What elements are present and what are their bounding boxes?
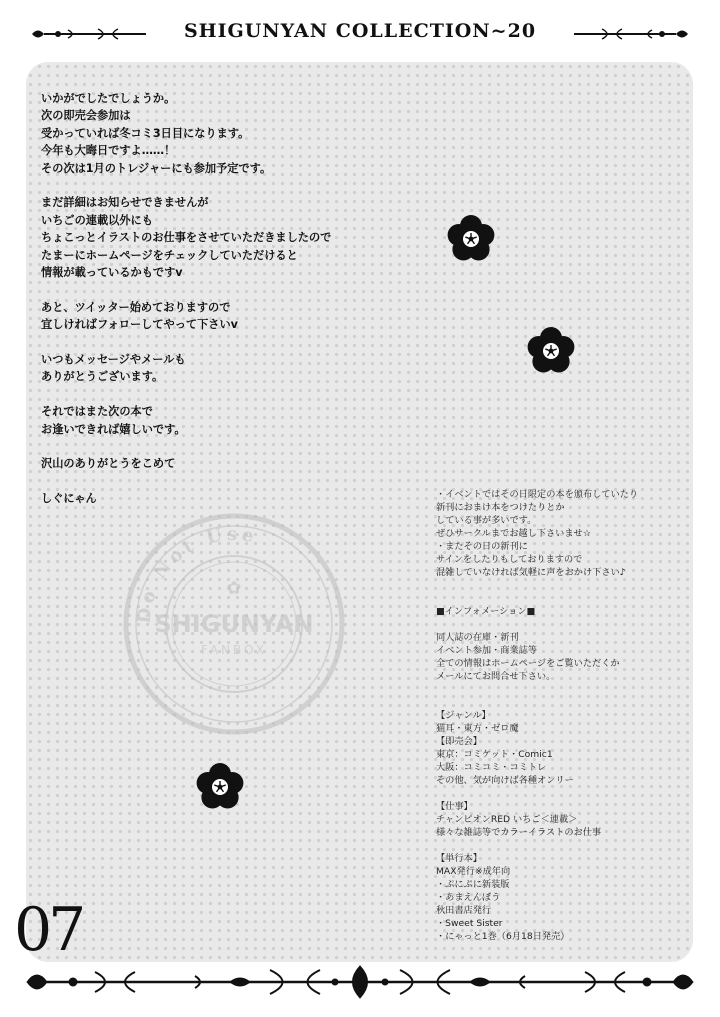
letter-paragraph [41, 351, 421, 386]
letter-line: いかがでしたでしょうか。 [41, 92, 176, 105]
note-line: 猫耳・東方・ゼロ魔 [436, 723, 519, 734]
letter-paragraph [41, 299, 421, 334]
note-line: チャンピオンRED いちご＜連載＞ [436, 814, 578, 825]
note-line: イベント参加・商業誌等 [436, 645, 538, 656]
watermark-stamp [118, 508, 350, 740]
letter-line: ありがとうございます。 [41, 370, 164, 384]
note-line: 大阪：コミコミ・コミトレ [436, 762, 547, 773]
note-line: ・にゃっと1巻（6月18日発売） [436, 931, 570, 942]
note-line: その他、気が向けば各種オンリー [436, 775, 574, 786]
letter-paragraph [41, 90, 421, 177]
letter-body [41, 90, 421, 525]
stamp-sub-text: FANBOX [201, 643, 267, 657]
info-heading: ■インフォメーション■ [436, 606, 536, 617]
plum-blossom-icon [524, 324, 578, 378]
note-line: ぜひサークルまでお越し下さいませ☆ [436, 528, 591, 539]
note-line: している事が多いです。 [436, 515, 537, 526]
note-line: ・イベントではその日限定の本を頒布していたり [436, 489, 639, 500]
note-line: 新刊におまけ本をつけたりとか [436, 502, 565, 513]
letter-paragraph [41, 403, 421, 438]
note-line: 東京：コミケット・Comic1 [436, 749, 553, 760]
letter-line: 受かっていれば冬コミ3日目になります。 [41, 126, 250, 140]
stamp-ring-text: Do Not Use [133, 523, 260, 625]
letter-paragraph [41, 194, 421, 281]
note-line: ・あまえんぼう [436, 892, 501, 903]
note-line: ・Sweet Sister [436, 918, 503, 929]
stamp-center-text: SHIGUNYAN [154, 610, 314, 638]
letter-line: 次の即売会参加は [41, 109, 131, 123]
note-line: サインをしたりもしておりますので [436, 554, 583, 565]
letter-line: いつもメッセージやメールも [41, 353, 186, 367]
plum-blossom-icon [444, 212, 498, 266]
plum-blossom-icon [193, 760, 247, 814]
svg-text:✿: ✿ [226, 578, 242, 599]
note-line: 混雑していなければ気軽に声をおかけ下さい♪ [436, 567, 626, 578]
letter-line: ちょこっとイラストのお仕事をさせていただきましたので [41, 231, 332, 245]
letter-line: しぐにゃん [41, 492, 97, 506]
note-line: 全ての情報はホームページをご覧いただくか [436, 658, 620, 669]
letter-line: 沢山のありがとうをこめて [41, 457, 176, 471]
letter-line: その次は1月のトレジャーにも参加予定です。 [41, 161, 272, 175]
note-line: 同人誌の在庫・新刊 [436, 632, 519, 643]
header-ornament-right [572, 27, 692, 41]
note-line: ・またその日の新刊に [436, 541, 528, 552]
page-number: 07 [14, 895, 83, 965]
letter-line: あと、ツイッター始めておりますので [41, 300, 231, 314]
note-line: メールにてお問合せ下さい。 [436, 671, 556, 682]
work-heading: 【仕事】 [436, 801, 473, 812]
books-heading: 【単行本】 [436, 853, 482, 864]
letter-line: それではまた次の本で [41, 405, 153, 419]
note-line: 様々な雑誌等でカラーイラストのお仕事 [436, 827, 602, 838]
footer-ornament [25, 962, 695, 1002]
header-title: SHIGUNYAN COLLECTION~20 [183, 20, 537, 42]
letter-line: 情報が載っているかもですv [41, 266, 183, 280]
events-heading: 【即売会】 [436, 736, 482, 747]
letter-line: いちごの連載以外にも [41, 213, 153, 227]
letter-signature [41, 490, 421, 507]
genre-heading: 【ジャンル】 [436, 710, 491, 721]
header-ornament-left [28, 27, 148, 41]
note-line: MAX発行※成年向 [436, 866, 511, 877]
note-line: 秋田書店発行 [436, 905, 492, 916]
letter-line: 今年も大晦日ですよ……！ [41, 144, 176, 158]
note-line: ・ぷにぷに新装版 [436, 879, 510, 890]
info-notes [436, 488, 686, 943]
letter-line: たまーにホームページをチェックしていただけると [41, 248, 298, 262]
letter-line: まだ詳細はお知らせできませんが [41, 196, 209, 210]
letter-line: 宜しければフォローしてやって下さいv [41, 318, 238, 332]
letter-line: お逢いできれば嬉しいです。 [41, 422, 186, 436]
letter-paragraph [41, 455, 421, 472]
